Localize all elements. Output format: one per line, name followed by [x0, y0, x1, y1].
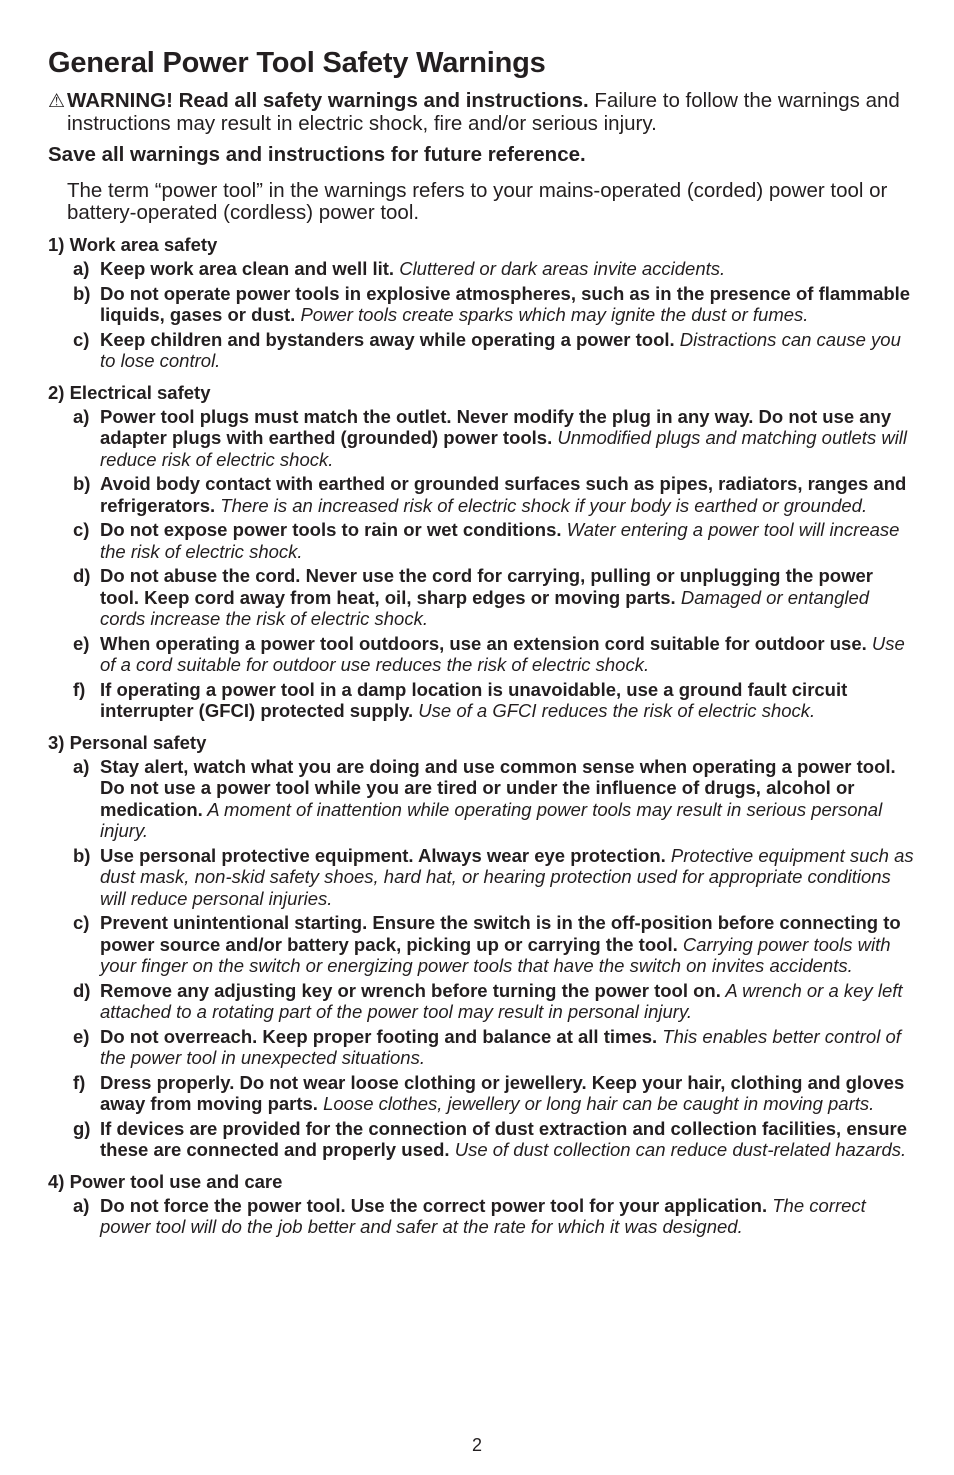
- warning-text: Failure to follow the warnings and instructions may result in electric shock, fire and/or serious injury.: [67, 89, 900, 135]
- section-title: 1) Work area safety: [48, 234, 218, 255]
- item-instruction: Do not overreach. Keep proper footing and balance at all times.: [100, 1025, 658, 1047]
- item-letter: b): [73, 282, 91, 304]
- item-explanation: There is an increased risk of electric shock if your body is earthed or grounded.: [215, 494, 868, 516]
- power-tool-definition: The term “power tool” in the warnings refers to your mains-operated (corded) power tool or battery-operated (cordless) power tool.: [67, 179, 888, 224]
- manual-page: [48, 44, 916, 1241]
- item-letter: g): [73, 1117, 91, 1139]
- safety-item: [48, 845, 916, 910]
- item-instruction: Avoid body contact with earthed or grounded surfaces such as pipes, radiators, ranges and refrigerators.: [100, 473, 907, 516]
- item-instruction: If operating a power tool in a damp location is unavoidable, use a ground fault circuit interrupter (GFCI) protected supply.: [100, 678, 848, 721]
- item-letter: b): [73, 473, 91, 494]
- item-letter: d): [73, 565, 91, 586]
- safety-item: [48, 258, 916, 280]
- safety-section: [48, 732, 916, 1161]
- safety-item: [48, 519, 916, 562]
- save-instructions-text: Save all warnings and instructions for future reference.: [48, 143, 586, 166]
- item-explanation: Unmodified plugs and matching outlets will reduce risk of electric shock.: [100, 427, 908, 470]
- item-letter: d): [73, 979, 91, 1001]
- warning-paragraph: [48, 90, 916, 135]
- item-letter: f): [73, 678, 86, 700]
- safety-section: [48, 234, 916, 372]
- item-letter: f): [73, 1071, 86, 1093]
- item-letter: e): [73, 632, 90, 654]
- item-letter: b): [73, 844, 91, 866]
- safety-item: [48, 1026, 916, 1069]
- item-instruction: Do not operate power tools in explosive atmospheres, such as in the presence of flammable liquids, gases or dust.: [100, 282, 911, 325]
- safety-item: [48, 679, 916, 722]
- item-letter: a): [73, 755, 90, 777]
- item-explanation: Water entering a power tool will increase the risk of electric shock.: [100, 519, 900, 562]
- safety-item: [48, 406, 916, 471]
- page-title: General Power Tool Safety Warnings: [48, 47, 546, 79]
- safety-section: [48, 382, 916, 722]
- item-explanation: This enables better control of the power tool in unexpected situations.: [100, 1025, 901, 1068]
- page-number: 2: [471, 1435, 482, 1455]
- item-explanation: Carrying power tools with your finger on the switch or energizing power tools that have the switch on invites accidents.: [100, 933, 891, 976]
- safety-item: [48, 633, 916, 676]
- item-instruction: Do not abuse the cord. Never use the cord for carrying, pulling or unplugging the power tool. Keep cord away from heat, oil, sharp edges or moving parts.: [100, 565, 873, 608]
- safety-item: [48, 1072, 916, 1115]
- item-instruction: Do not expose power tools to rain or wet conditions.: [100, 519, 562, 540]
- item-explanation: Distractions can cause you to lose control.: [100, 328, 901, 371]
- item-instruction: Stay alert, watch what you are doing and use common sense when operating a power tool. Do not use a power tool while you are tired or under the influence of drugs, alcohol or medication.: [100, 755, 896, 820]
- safety-item: [48, 756, 916, 842]
- safety-sections: [48, 234, 916, 1238]
- item-instruction: Prevent unintentional starting. Ensure the switch is in the off-position before connecting to power source and/or battery pack, picking up or carrying the tool.: [100, 912, 901, 955]
- item-instruction: Use personal protective equipment. Always wear eye protection.: [100, 844, 666, 866]
- item-instruction: Keep children and bystanders away while operating a power tool.: [100, 328, 675, 350]
- item-instruction: Remove any adjusting key or wrench before turning the power tool on.: [100, 979, 721, 1001]
- safety-section: [48, 1171, 916, 1238]
- item-instruction: Power tool plugs must match the outlet. Never modify the plug in any way. Do not use any adapter plugs with earthed (grounded) power tools.: [100, 405, 892, 448]
- item-letter: a): [73, 1194, 90, 1216]
- item-instruction: When operating a power tool outdoors, use an extension cord suitable for outdoor use.: [100, 632, 867, 654]
- section-title: 2) Electrical safety: [48, 381, 211, 403]
- item-explanation: Protective equipment such as dust mask, non-skid safety shoes, hard hat, or hearing protection used for appropriate conditions will reduce personal injuries.: [100, 844, 914, 909]
- item-explanation: Use of dust collection can reduce dust-related hazards.: [449, 1139, 907, 1160]
- item-letter: c): [73, 519, 90, 540]
- item-explanation: The correct power tool will do the job better and safer at the rate for which it was designed.: [100, 1194, 866, 1237]
- section-title: 3) Personal safety: [48, 731, 207, 753]
- item-explanation: Power tools create sparks which may ignite the dust or fumes.: [295, 304, 809, 325]
- warning-triangle-icon: ⚠: [48, 91, 66, 112]
- safety-item: [48, 912, 916, 977]
- safety-item: [48, 1118, 916, 1161]
- safety-item: [48, 473, 916, 516]
- item-explanation: Use of a GFCI reduces the risk of electric shock.: [413, 700, 816, 721]
- item-letter: e): [73, 1025, 90, 1047]
- item-instruction: Dress properly. Do not wear loose clothing or jewellery. Keep your hair, clothing and gloves away from moving parts.: [100, 1071, 905, 1114]
- item-explanation: Loose clothes, jewellery or long hair can be caught in moving parts.: [317, 1093, 875, 1114]
- item-letter: c): [73, 328, 90, 350]
- item-explanation: A wrench or a key left attached to a rotating part of the power tool may result in personal injury.: [100, 979, 903, 1022]
- item-explanation: Damaged or entangled cords increase the risk of electric shock.: [100, 586, 870, 629]
- item-letter: a): [73, 405, 90, 427]
- safety-item: [48, 283, 916, 326]
- safety-item: [48, 980, 916, 1023]
- item-explanation: Cluttered or dark areas invite accidents.: [394, 258, 726, 279]
- item-letter: a): [73, 258, 90, 279]
- safety-item: [48, 329, 916, 372]
- item-instruction: Keep work area clean and well lit.: [100, 258, 395, 279]
- item-letter: c): [73, 912, 90, 933]
- item-explanation: Use of a cord suitable for outdoor use reduces the risk of electric shock.: [100, 632, 905, 675]
- safety-item: [48, 565, 916, 630]
- item-instruction: If devices are provided for the connection of dust extraction and collection facilities, ensure these are connected and properly used.: [100, 1117, 907, 1160]
- warning-bold-text: WARNING! Read all safety warnings and instructions.: [67, 89, 589, 112]
- safety-item: [48, 1195, 916, 1238]
- item-instruction: Do not force the power tool. Use the correct power tool for your application.: [100, 1194, 768, 1216]
- section-title: 4) Power tool use and care: [48, 1170, 283, 1192]
- item-explanation: A moment of inattention while operating power tools may result in serious personal injury.: [100, 798, 883, 841]
